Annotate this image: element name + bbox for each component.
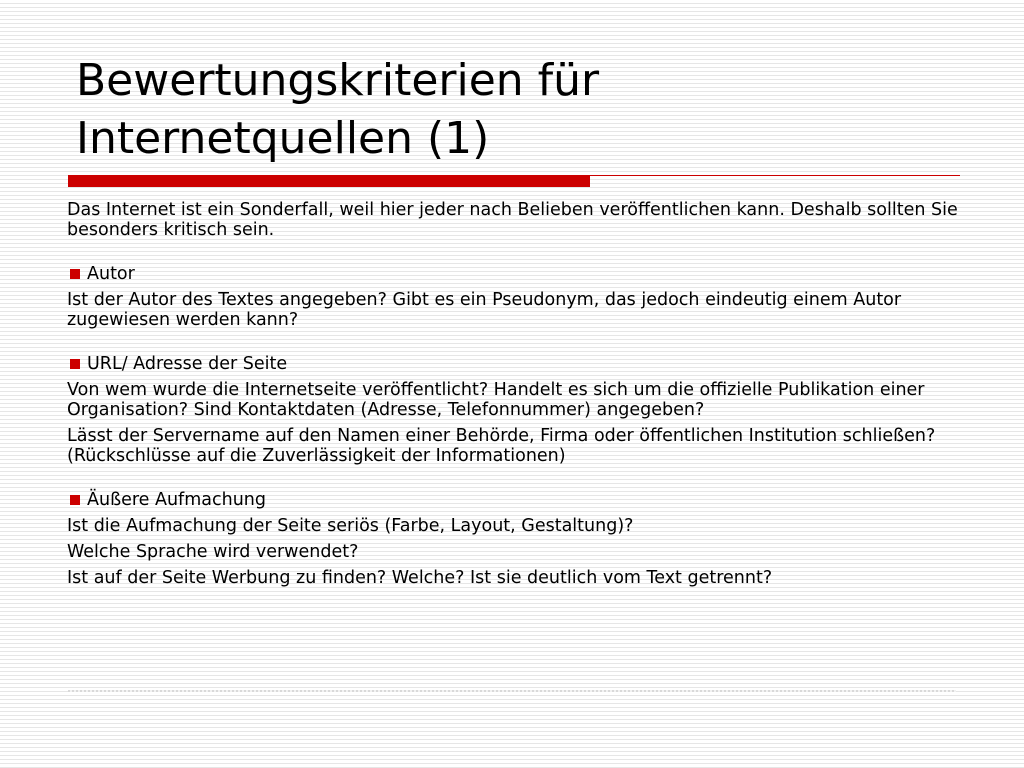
section-url [67,354,967,466]
section-aufmachung-paragraph-2: Welche Sprache wird verwendet? [67,542,359,562]
section-url-paragraph-2: Lässt der Servername auf den Namen einer Behörde, Firma oder öffentlichen Institution schließen? (Rückschlüsse auf die Zuverlässigkeit der Informationen) [67,426,936,466]
square-bullet-icon [70,495,80,505]
square-bullet-icon [70,359,80,369]
section-autor-paragraph-1: Ist der Autor des Textes angegeben? Gibt es ein Pseudonym, das jedoch eindeutig einem Autor zugewiesen werden kann? [67,290,902,330]
slide-content [67,200,967,612]
slide-title [76,52,956,168]
slide-title-line-2: Internetquellen (1) [76,113,490,164]
section-url-paragraph-1: Von wem wurde die Internetseite veröffentlicht? Handelt es sich um die offizielle Publikation einer Organisation? Sind Kontaktdaten (Adresse, Telefonnummer) angegeben? [67,380,925,420]
footer-divider [68,690,956,692]
bullet-url [67,354,967,374]
title-divider-accent-bar [68,175,590,187]
bullet-aufmachung [67,490,967,510]
bullet-heading-url: URL/ Adresse der Seite [87,354,288,374]
intro-text: Das Internet ist ein Sonderfall, weil hier jeder nach Belieben veröffentlichen kann. Deshalb sollten Sie besonders kritisch sein. [67,200,958,240]
bullet-heading-aufmachung: Äußere Aufmachung [87,490,266,510]
slide-title-line-1: Bewertungskriterien für [76,55,600,106]
bullet-autor [67,264,967,284]
square-bullet-icon [70,269,80,279]
section-aufmachung-paragraph-3: Ist auf der Seite Werbung zu finden? Welche? Ist sie deutlich vom Text getrennt? [67,568,773,588]
section-aufmachung [67,490,967,588]
bullet-heading-autor: Autor [87,264,135,284]
section-aufmachung-paragraph-1: Ist die Aufmachung der Seite seriös (Farbe, Layout, Gestaltung)? [67,516,634,536]
section-autor [67,264,967,330]
